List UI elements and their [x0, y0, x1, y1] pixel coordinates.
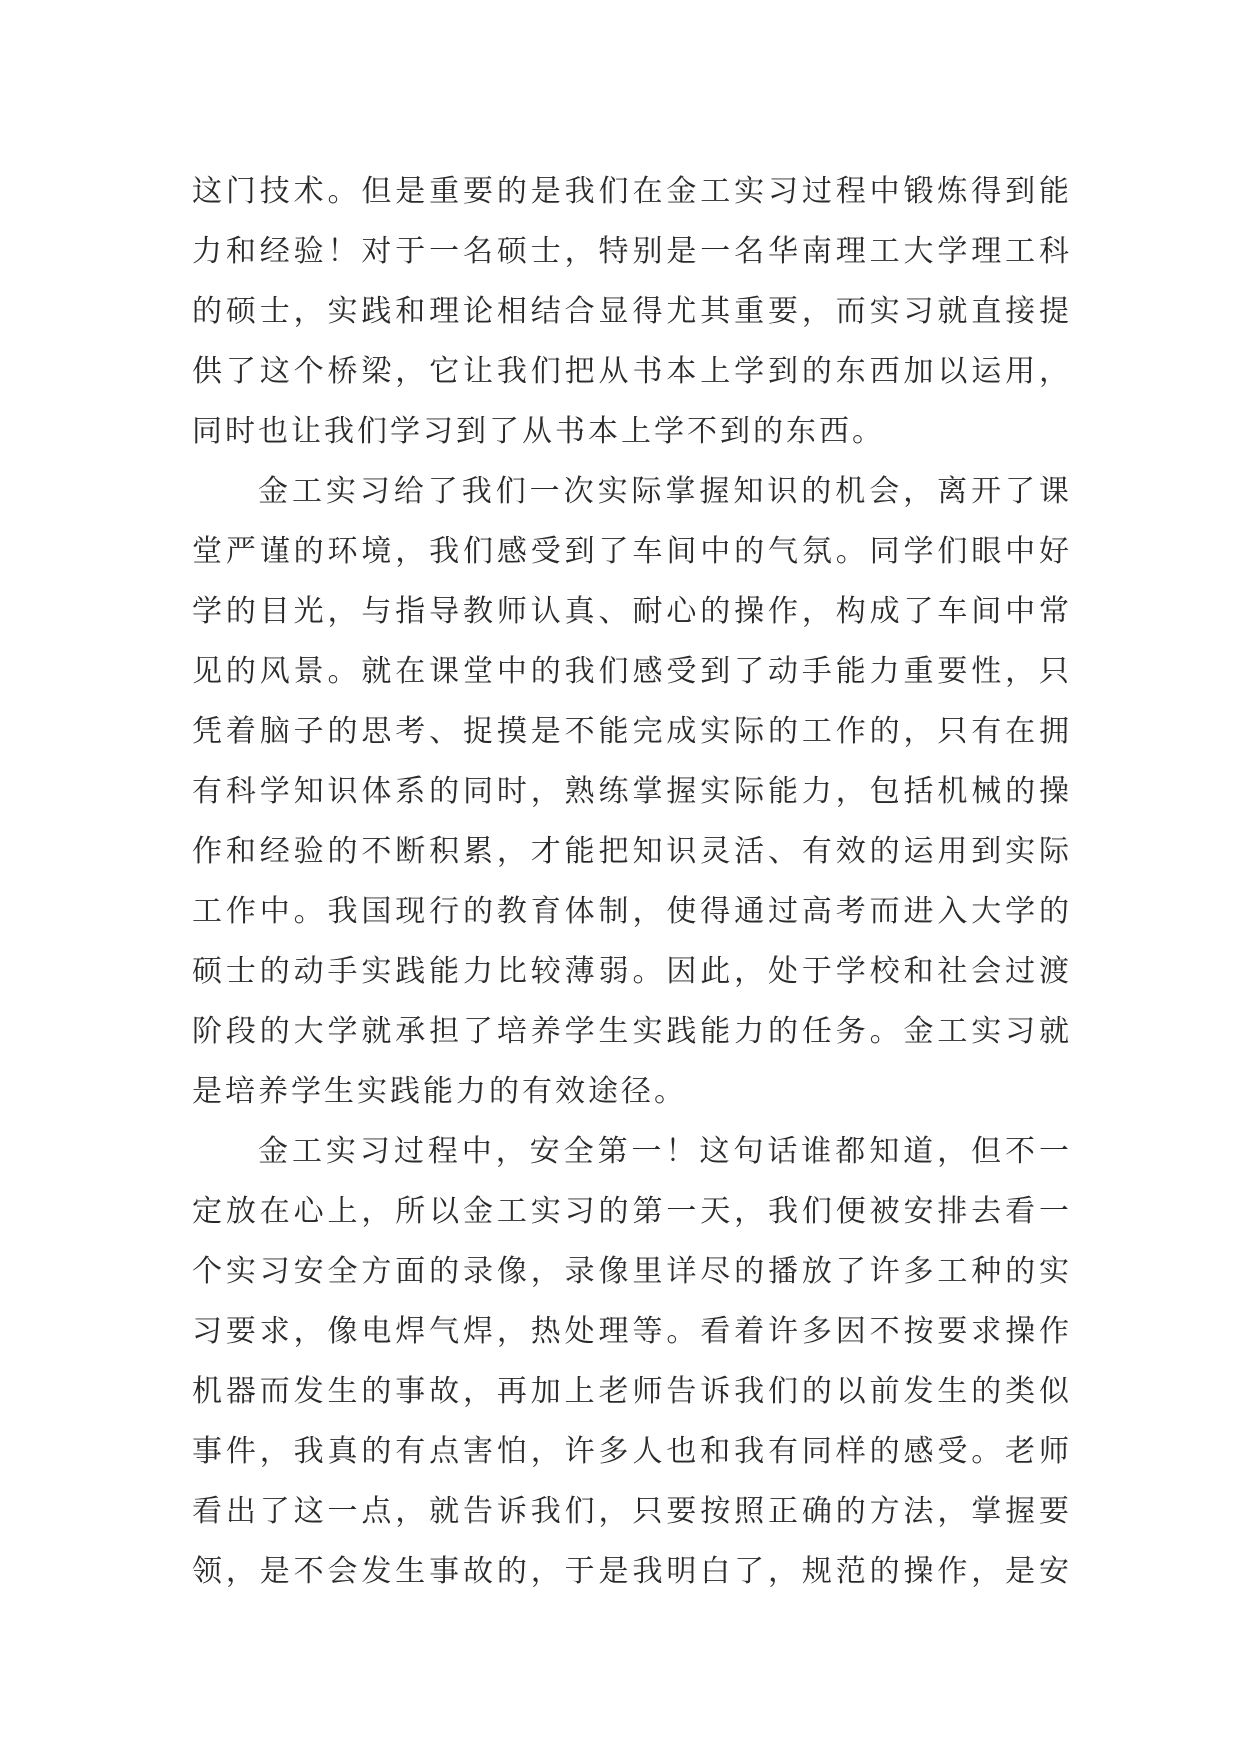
paragraph-3-line-2: 定放在心上，所以金工实习的第一天，我们便被安排去看一: [192, 1194, 1072, 1229]
paragraph-3-line-5: 机器而发生的事故，再加上老师告诉我们的以前发生的类似: [192, 1374, 1072, 1409]
paragraph-3-line-1: 金工实习过程中，安全第一！这句话谁都知道，但不一: [258, 1134, 1072, 1169]
body-text: [192, 162, 1072, 1602]
paragraph-3-line-6: 事件，我真的有点害怕，许多人也和我有同样的感受。老师: [192, 1434, 1072, 1469]
paragraph-2-line-9: 硕士的动手实践能力比较薄弱。因此，处于学校和社会过渡: [192, 954, 1072, 989]
paragraph-1-line-5: 同时也让我们学习到了从书本上学不到的东西。: [192, 414, 885, 449]
paragraph-2-line-7: 作和经验的不断积累，才能把知识灵活、有效的运用到实际: [192, 834, 1072, 869]
paragraph-3-line-4: 习要求，像电焊气焊，热处理等。看着许多因不按要求操作: [192, 1314, 1072, 1349]
paragraph-2-line-3: 学的目光，与指导教师认真、耐心的操作，构成了车间中常: [192, 594, 1072, 629]
paragraph-3-line-3: 个实习安全方面的录像，录像里详尽的播放了许多工种的实: [192, 1254, 1072, 1289]
paragraph-2-line-8: 工作中。我国现行的教育体制，使得通过高考而进入大学的: [192, 894, 1072, 929]
paragraph-2-line-6: 有科学知识体系的同时，熟练掌握实际能力，包括机械的操: [192, 774, 1072, 809]
paragraph-1-line-3: 的硕士，实践和理论相结合显得尤其重要，而实习就直接提: [192, 294, 1072, 329]
paragraph-1-line-4: 供了这个桥梁，它让我们把从书本上学到的东西加以运用，: [192, 354, 1072, 389]
paragraph-2-line-5: 凭着脑子的思考、捉摸是不能完成实际的工作的，只有在拥: [192, 714, 1072, 749]
paragraph-3-line-7: 看出了这一点，就告诉我们，只要按照正确的方法，掌握要: [192, 1494, 1072, 1529]
paragraph-3-line-8: 领，是不会发生事故的，于是我明白了，规范的操作，是安: [192, 1554, 1072, 1589]
paragraph-2-line-4: 见的风景。就在课堂中的我们感受到了动手能力重要性，只: [192, 654, 1072, 689]
paragraph-2-line-2: 堂严谨的环境，我们感受到了车间中的气氛。同学们眼中好: [192, 534, 1072, 569]
paragraph-2-line-11: 是培养学生实践能力的有效途径。: [192, 1074, 687, 1109]
paragraph-2-line-10: 阶段的大学就承担了培养学生实践能力的任务。金工实习就: [192, 1014, 1072, 1049]
paragraph-1-line-2: 力和经验！对于一名硕士，特别是一名华南理工大学理工科: [192, 234, 1072, 269]
paragraph-2-line-1: 金工实习给了我们一次实际掌握知识的机会，离开了课: [258, 474, 1072, 509]
paragraph-1-line-1: 这门技术。但是重要的是我们在金工实习过程中锻炼得到能: [192, 174, 1072, 209]
